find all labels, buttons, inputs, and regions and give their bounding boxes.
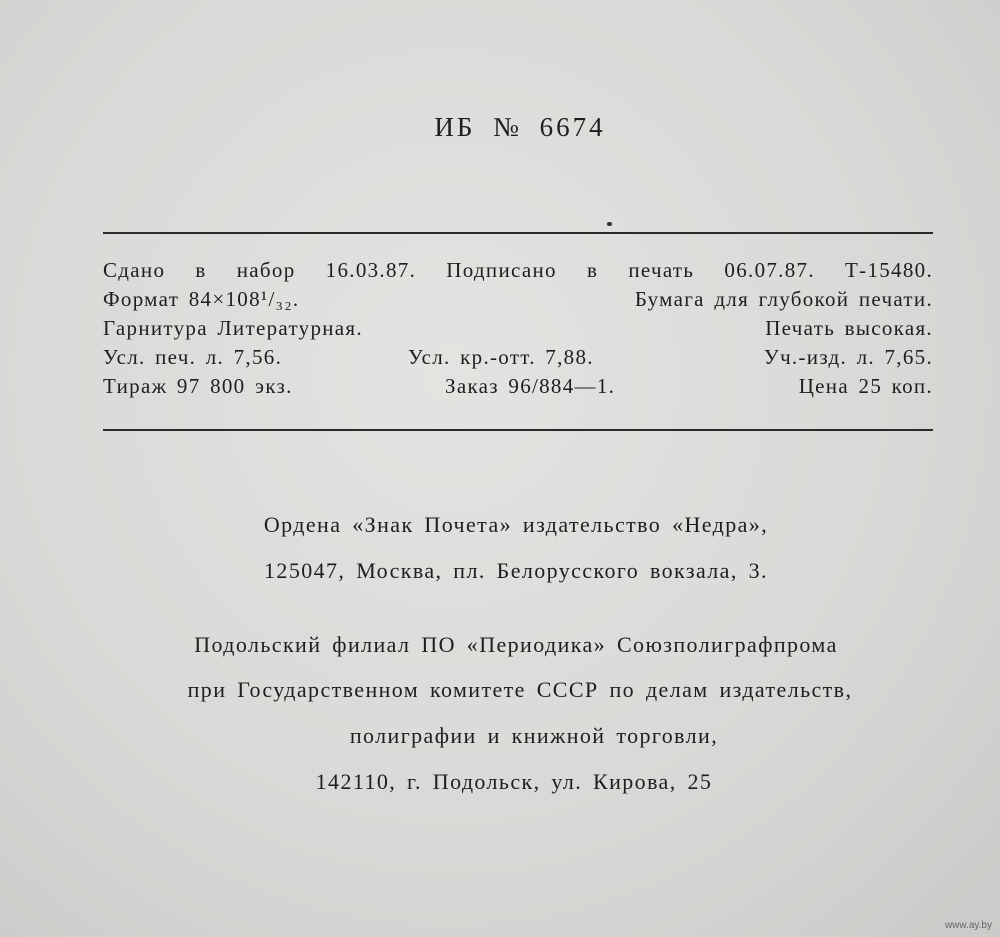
price-text: Цена 25 коп. — [798, 374, 933, 398]
ib-number-sign: № — [493, 112, 522, 142]
print-sheets-text: Усл. печ. л. 7,56. — [103, 345, 283, 369]
printer-address: 142110, г. Подольск, ул. Кирова, 25 — [315, 769, 713, 794]
ib-label: ИБ — [434, 112, 476, 142]
typesetting-dates: Сдано в набор 16.03.87. Подписано в печать 06.07.87. Т-15480. — [103, 258, 933, 282]
ink-speck — [607, 222, 612, 226]
printer-line-2: при Государственном комитете СССР по делам издательств, — [187, 677, 853, 702]
typeface-text: Гарнитура Литературная. — [103, 316, 363, 340]
imprint-row-1 — [103, 256, 933, 285]
imprint-row-5 — [103, 372, 933, 401]
imprint-block — [103, 256, 933, 401]
color-prints-text: Усл. кр.-отт. 7,88. — [408, 345, 594, 369]
ib-heading — [0, 112, 1000, 143]
watermark: www.ay.by — [944, 920, 992, 931]
ib-number: 6674 — [539, 112, 606, 142]
circulation-text: Тираж 97 800 экз. — [103, 374, 293, 398]
imprint-row-4 — [103, 343, 933, 372]
printer-line-1: Подольский филиал ПО «Периодика» Союзполиграфпрома — [194, 632, 838, 657]
imprint-row-3 — [103, 314, 933, 343]
publisher-name: Ордена «Знак Почета» издательство «Недра», — [263, 512, 769, 537]
imprint-row-2 — [103, 285, 933, 314]
paper-text: Бумага для глубокой печати. — [634, 287, 933, 311]
top-rule — [103, 232, 933, 234]
format-text: Формат 84×108¹/₃₂. — [103, 287, 300, 311]
order-text: Заказ 96/884—1. — [445, 374, 616, 398]
publisher-address: 125047, Москва, пл. Белорусского вокзала, 3. — [264, 558, 768, 583]
bottom-rule — [103, 429, 933, 431]
publisher-sheets-text: Уч.-изд. л. 7,65. — [763, 345, 933, 369]
printing-text: Печать высокая. — [765, 316, 933, 340]
printer-line-3: полиграфии и книжной торговли, — [349, 723, 719, 748]
